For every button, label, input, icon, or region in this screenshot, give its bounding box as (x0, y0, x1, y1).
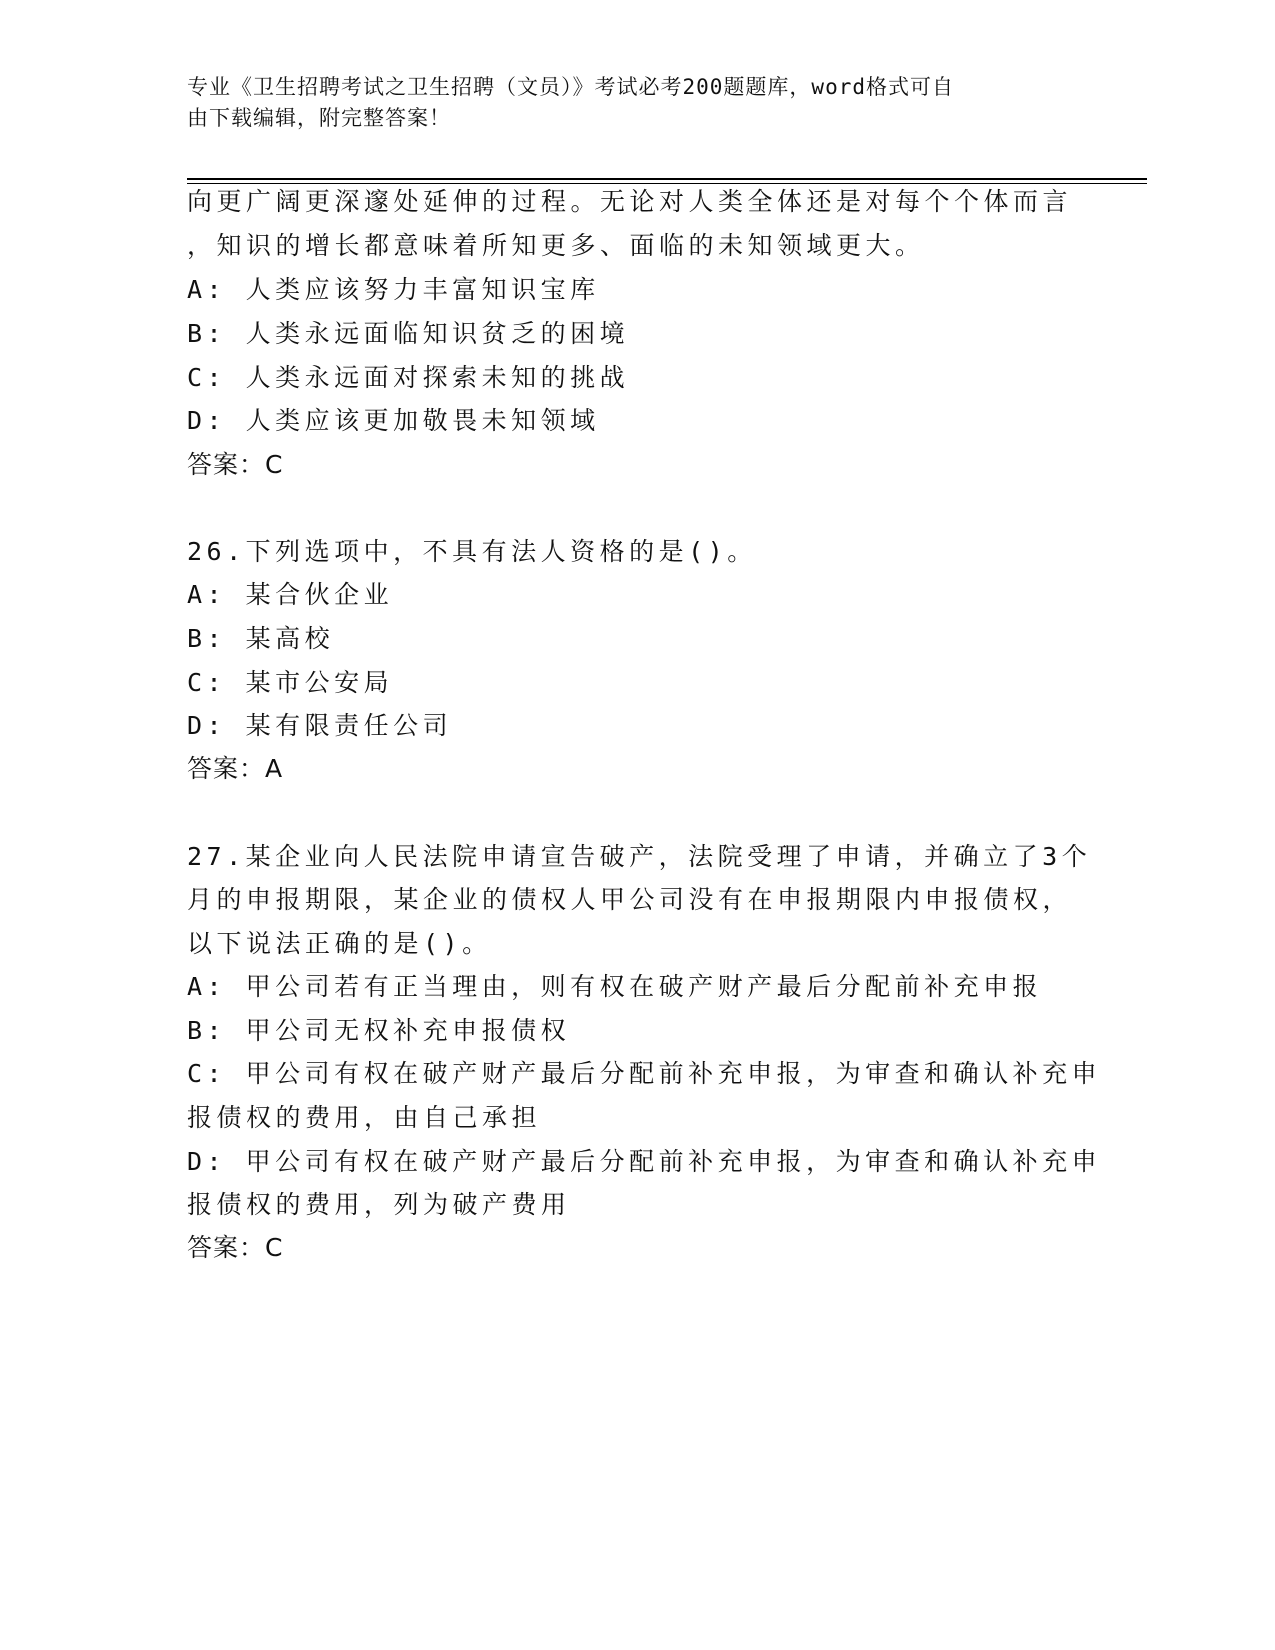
question-stem-line: 月的申报期限，某企业的债权人甲公司没有在申报期限内申报债权， (187, 885, 1073, 914)
option-a: A: 某合伙企业 (187, 580, 394, 609)
question-text-line: ，知识的增长都意味着所知更多、面临的未知领域更大。 (187, 231, 925, 260)
option-a: A: 甲公司若有正当理由，则有权在破产财产最后分配前补充申报 (187, 972, 1043, 1001)
option-d-continued: 报债权的费用，列为破产费用 (187, 1190, 571, 1219)
option-a: A: 人类应该努力丰富知识宝库 (187, 275, 600, 304)
option-d: D: 人类应该更加敬畏未知领域 (187, 406, 600, 435)
question-stem: 26.下列选项中，不具有法人资格的是()。 (187, 537, 757, 566)
answer-line: 答案：C (187, 450, 284, 479)
option-b: B: 甲公司无权补充申报债权 (187, 1016, 571, 1045)
header-divider-thick (187, 178, 1147, 180)
option-b: B: 某高校 (187, 624, 335, 653)
answer-line: 答案：A (187, 754, 284, 783)
header-line-2: 由下载编辑，附完整答案！ (187, 106, 451, 130)
question-stem-line: 27.某企业向人民法院申请宣告破产，法院受理了申请，并确立了3个 (187, 842, 1092, 871)
option-c: C: 甲公司有权在破产财产最后分配前补充申报，为审查和确认补充申 (187, 1059, 1102, 1088)
answer-line: 答案：C (187, 1233, 284, 1262)
header-line-1: 专业《卫生招聘考试之卫生招聘（文员）》考试必考200题题库，word格式可自 (187, 75, 954, 99)
header-divider-thin (187, 183, 1147, 184)
option-d: D: 甲公司有权在破产财产最后分配前补充申报，为审查和确认补充申 (187, 1147, 1102, 1176)
question-stem-line: 以下说法正确的是()。 (187, 929, 492, 958)
option-b: B: 人类永远面临知识贫乏的困境 (187, 319, 630, 348)
option-c: C: 人类永远面对探索未知的挑战 (187, 363, 630, 392)
question-text-line: 向更广阔更深邃处延伸的过程。无论对人类全体还是对每个个体而言 (187, 187, 1073, 216)
option-c: C: 某市公安局 (187, 668, 394, 697)
document-header (187, 72, 1067, 134)
option-c-continued: 报债权的费用，由自己承担 (187, 1103, 542, 1132)
option-d: D: 某有限责任公司 (187, 711, 453, 740)
